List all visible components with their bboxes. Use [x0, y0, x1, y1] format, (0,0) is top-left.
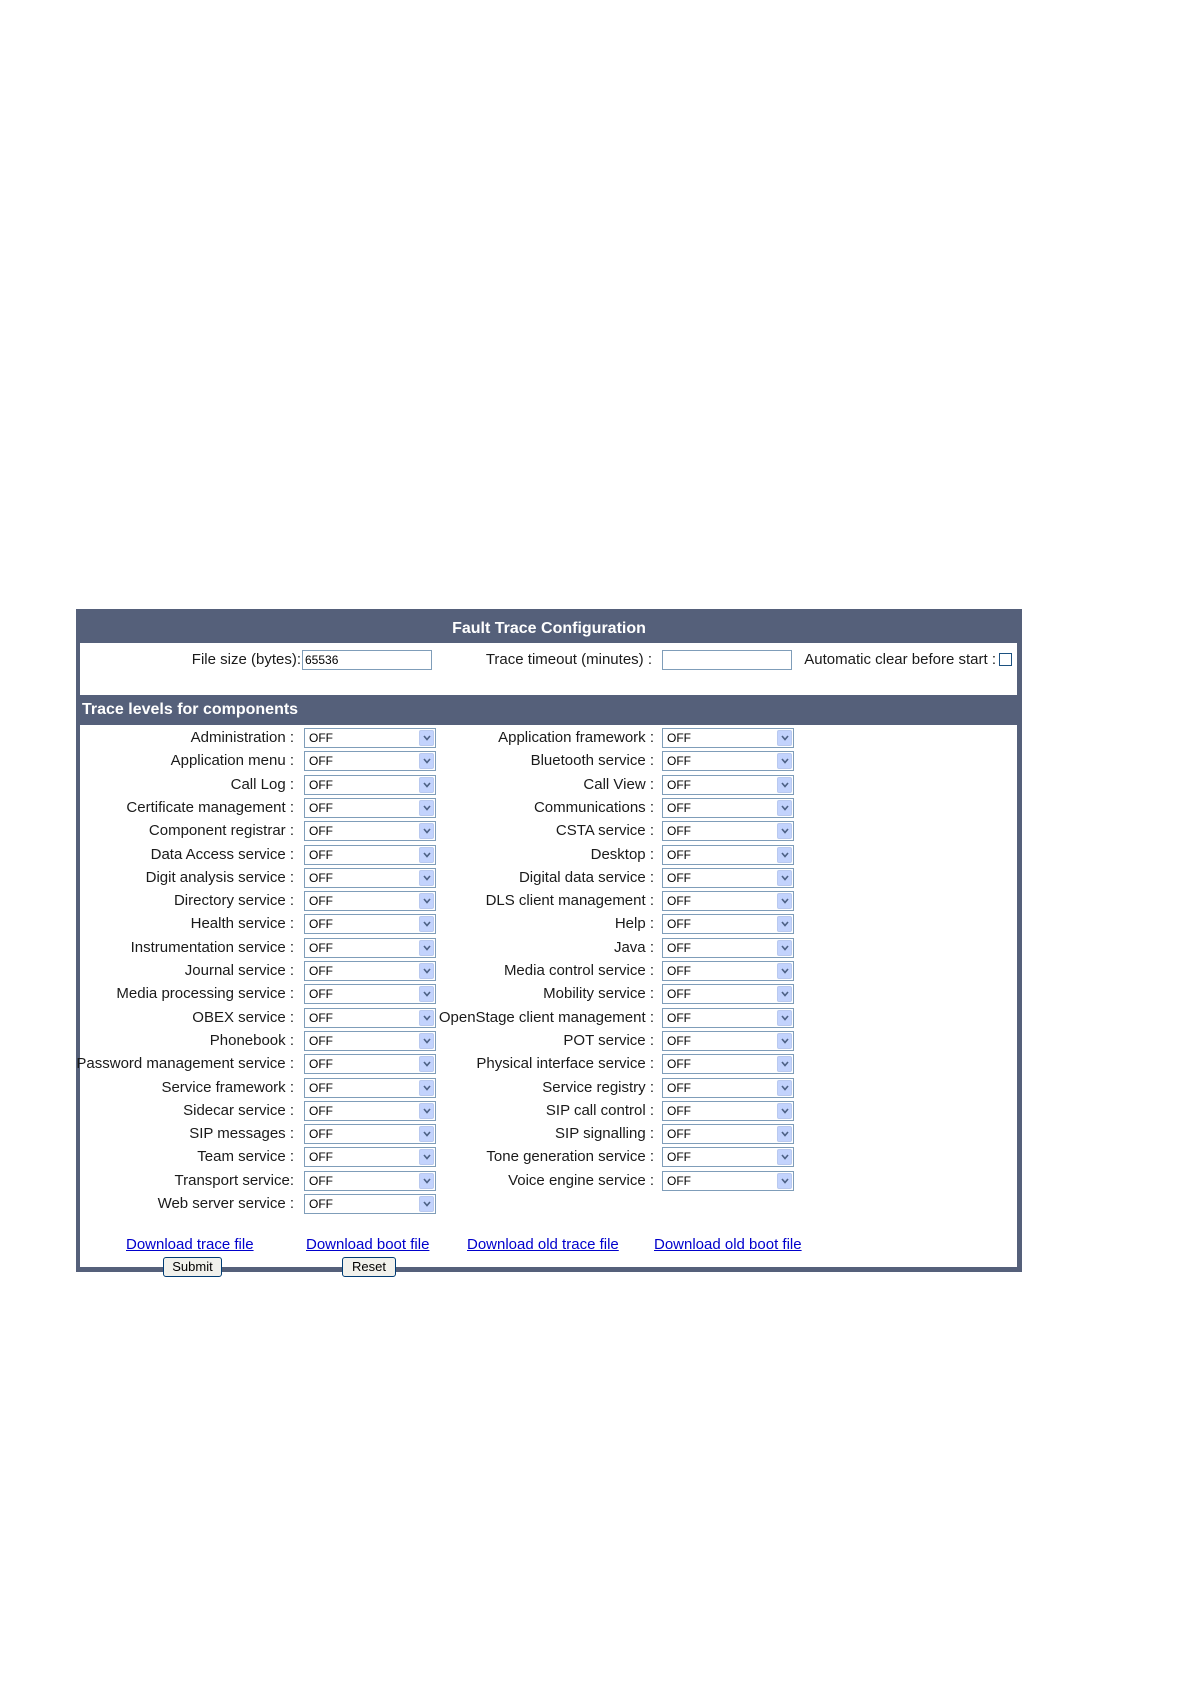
chevron-down-icon[interactable] [777, 916, 792, 932]
left-trace-level-select[interactable] [304, 1078, 436, 1098]
chevron-down-icon[interactable] [777, 1149, 792, 1165]
right-trace-level-select[interactable] [662, 1124, 794, 1144]
right-trace-level-select[interactable] [662, 938, 794, 958]
chevron-down-icon[interactable] [419, 730, 434, 746]
trace-level-value: OFF [309, 1197, 333, 1211]
left-component-label: Sidecar service : [183, 1102, 294, 1119]
right-trace-level-select[interactable] [662, 1031, 794, 1051]
trace-level-value: OFF [309, 871, 333, 885]
right-component-label: Tone generation service : [486, 1148, 654, 1165]
file-size-input[interactable] [302, 650, 432, 670]
chevron-down-icon[interactable] [419, 1196, 434, 1212]
download-old-trace-link[interactable]: Download old trace file [467, 1236, 619, 1253]
chevron-down-icon[interactable] [419, 963, 434, 979]
left-trace-level-select[interactable] [304, 798, 436, 818]
right-component-label: Physical interface service : [476, 1055, 654, 1072]
right-trace-level-select[interactable] [662, 984, 794, 1004]
trace-level-value: OFF [309, 964, 333, 978]
chevron-down-icon[interactable] [419, 893, 434, 909]
download-old-boot-link[interactable]: Download old boot file [654, 1236, 802, 1253]
trace-level-value: OFF [667, 754, 691, 768]
chevron-down-icon[interactable] [419, 753, 434, 769]
right-trace-level-select[interactable] [662, 821, 794, 841]
left-component-label: Digit analysis service : [145, 869, 294, 886]
right-component-label: Bluetooth service : [530, 752, 654, 769]
trace-level-value: OFF [667, 1034, 691, 1048]
chevron-down-icon[interactable] [777, 893, 792, 909]
left-trace-level-select[interactable] [304, 914, 436, 934]
auto-clear-checkbox[interactable] [999, 653, 1012, 666]
chevron-down-icon[interactable] [419, 940, 434, 956]
trace-level-value: OFF [667, 848, 691, 862]
trace-level-value: OFF [667, 824, 691, 838]
left-component-label: Transport service: [174, 1172, 294, 1189]
right-component-label: Communications : [533, 799, 654, 816]
chevron-down-icon[interactable] [419, 1173, 434, 1189]
chevron-down-icon[interactable] [777, 1126, 792, 1142]
left-trace-level-select[interactable] [304, 1054, 436, 1074]
chevron-down-icon[interactable] [777, 1010, 792, 1026]
chevron-down-icon[interactable] [777, 1173, 792, 1189]
trace-timeout-input[interactable] [662, 650, 792, 670]
left-component-label: Application menu : [170, 752, 294, 769]
chevron-down-icon[interactable] [777, 1103, 792, 1119]
left-trace-level-select[interactable] [304, 1171, 436, 1191]
chevron-down-icon[interactable] [777, 940, 792, 956]
trace-level-value: OFF [309, 848, 333, 862]
left-trace-level-select[interactable] [304, 845, 436, 865]
right-trace-level-select[interactable] [662, 1147, 794, 1167]
left-component-label: OBEX service : [192, 1009, 294, 1026]
chevron-down-icon[interactable] [777, 730, 792, 746]
chevron-down-icon[interactable] [419, 1010, 434, 1026]
trace-level-value: OFF [309, 754, 333, 768]
right-trace-level-select[interactable] [662, 914, 794, 934]
trace-level-value: OFF [309, 731, 333, 745]
left-component-label: Directory service : [173, 892, 294, 909]
chevron-down-icon[interactable] [777, 1056, 792, 1072]
left-trace-level-select[interactable] [304, 1147, 436, 1167]
chevron-down-icon[interactable] [419, 777, 434, 793]
trace-level-value: OFF [309, 1081, 333, 1095]
chevron-down-icon[interactable] [777, 800, 792, 816]
right-trace-level-select[interactable] [662, 1054, 794, 1074]
chevron-down-icon[interactable] [419, 1149, 434, 1165]
right-component-label: Java : [613, 939, 654, 956]
chevron-down-icon[interactable] [777, 963, 792, 979]
chevron-down-icon[interactable] [777, 823, 792, 839]
right-trace-level-select[interactable] [662, 1101, 794, 1121]
section-title: Trace levels for components [82, 701, 299, 718]
trace-level-value: OFF [309, 894, 333, 908]
trace-level-value: OFF [667, 1104, 691, 1118]
right-trace-level-select[interactable] [662, 775, 794, 795]
right-trace-level-select[interactable] [662, 1171, 794, 1191]
left-trace-level-select[interactable] [304, 1031, 436, 1051]
right-trace-level-select[interactable] [662, 1078, 794, 1098]
right-trace-level-select[interactable] [662, 798, 794, 818]
trace-level-value: OFF [667, 941, 691, 955]
right-component-label: SIP signalling : [555, 1125, 654, 1142]
chevron-down-icon[interactable] [419, 1056, 434, 1072]
trace-level-value: OFF [667, 871, 691, 885]
trace-level-value: OFF [667, 894, 691, 908]
left-component-label: Health service : [190, 915, 294, 932]
left-trace-level-select[interactable] [304, 1124, 436, 1144]
trace-level-value: OFF [309, 941, 333, 955]
chevron-down-icon[interactable] [777, 847, 792, 863]
left-trace-level-select[interactable] [304, 1101, 436, 1121]
trace-level-value: OFF [667, 1174, 691, 1188]
left-component-label: Media processing service : [116, 985, 294, 1002]
trace-level-value: OFF [667, 987, 691, 1001]
left-component-label: Component registrar : [148, 822, 294, 839]
trace-timeout-label: Trace timeout (minutes) : [485, 651, 652, 668]
trace-level-value: OFF [667, 731, 691, 745]
trace-level-value: OFF [309, 1127, 333, 1141]
trace-level-value: OFF [309, 1104, 333, 1118]
trace-level-value: OFF [667, 1011, 691, 1025]
chevron-down-icon[interactable] [419, 1103, 434, 1119]
right-component-label: Application framework : [498, 729, 654, 746]
chevron-down-icon[interactable] [777, 753, 792, 769]
right-trace-level-select[interactable] [662, 1008, 794, 1028]
right-component-label: SIP call control : [545, 1102, 654, 1119]
file-size-label: File size (bytes): [191, 651, 301, 668]
download-boot-link[interactable]: Download boot file [306, 1236, 430, 1253]
chevron-down-icon[interactable] [419, 1126, 434, 1142]
trace-level-value: OFF [309, 1150, 333, 1164]
left-trace-level-select[interactable] [304, 984, 436, 1004]
components-area [76, 725, 1017, 1274]
trace-level-value: OFF [667, 1057, 691, 1071]
trace-level-value: OFF [309, 987, 333, 1001]
chevron-down-icon[interactable] [419, 1033, 434, 1049]
right-trace-level-select[interactable] [662, 751, 794, 771]
left-component-label: Call Log : [230, 776, 294, 793]
chevron-down-icon[interactable] [419, 823, 434, 839]
right-trace-level-select[interactable] [662, 845, 794, 865]
trace-level-value: OFF [667, 801, 691, 815]
trace-level-value: OFF [309, 1011, 333, 1025]
left-component-label: SIP messages : [189, 1125, 294, 1142]
left-trace-level-select[interactable] [304, 938, 436, 958]
left-trace-level-select[interactable] [304, 751, 436, 771]
right-trace-level-select[interactable] [662, 961, 794, 981]
left-component-label: Team service : [197, 1148, 294, 1165]
chevron-down-icon[interactable] [777, 777, 792, 793]
left-component-label: Phonebook : [209, 1032, 294, 1049]
left-trace-level-select[interactable] [304, 775, 436, 795]
left-component-label: Instrumentation service : [130, 939, 294, 956]
trace-level-value: OFF [309, 824, 333, 838]
submit-button[interactable]: Submit [163, 1257, 222, 1277]
right-component-label: Call View : [583, 776, 654, 793]
left-component-label: Password management service : [76, 1055, 294, 1072]
chevron-down-icon[interactable] [777, 1033, 792, 1049]
trace-level-value: OFF [667, 917, 691, 931]
panel-title: Fault Trace Configuration [452, 620, 646, 637]
trace-level-value: OFF [309, 1174, 333, 1188]
right-trace-level-select[interactable] [662, 891, 794, 911]
right-component-label: Desktop : [590, 846, 654, 863]
trace-level-value: OFF [309, 1034, 333, 1048]
reset-button[interactable]: Reset [342, 1257, 396, 1277]
left-trace-level-select[interactable] [304, 728, 436, 748]
trace-level-value: OFF [667, 1081, 691, 1095]
auto-clear-label: Automatic clear before start : [804, 651, 996, 668]
right-component-label: Help : [614, 915, 654, 932]
left-trace-level-select[interactable] [304, 821, 436, 841]
download-trace-link[interactable]: Download trace file [126, 1236, 254, 1253]
chevron-down-icon[interactable] [419, 870, 434, 886]
right-component-label: Media control service : [503, 962, 654, 979]
trace-level-value: OFF [667, 964, 691, 978]
chevron-down-icon[interactable] [419, 1080, 434, 1096]
right-trace-level-select[interactable] [662, 868, 794, 888]
trace-level-value: OFF [309, 801, 333, 815]
chevron-down-icon[interactable] [419, 800, 434, 816]
right-component-label: CSTA service : [555, 822, 654, 839]
top-settings-area [80, 643, 1017, 695]
chevron-down-icon[interactable] [419, 986, 434, 1002]
left-trace-level-select[interactable] [304, 868, 436, 888]
right-component-label: OpenStage client management : [438, 1009, 654, 1026]
trace-level-value: OFF [309, 778, 333, 792]
right-component-label: DLS client management : [485, 892, 654, 909]
trace-level-value: OFF [667, 778, 691, 792]
trace-level-value: OFF [667, 1150, 691, 1164]
left-trace-level-select[interactable] [304, 1008, 436, 1028]
left-component-label: Service framework : [161, 1079, 294, 1096]
right-trace-level-select[interactable] [662, 728, 794, 748]
right-component-label: Voice engine service : [508, 1172, 654, 1189]
trace-level-value: OFF [309, 917, 333, 931]
left-component-label: Web server service : [157, 1195, 294, 1212]
right-component-label: Digital data service : [518, 869, 654, 886]
fault-trace-panel [76, 609, 1022, 1272]
left-trace-level-select[interactable] [304, 891, 436, 911]
left-trace-level-select[interactable] [304, 1194, 436, 1214]
trace-level-value: OFF [667, 1127, 691, 1141]
right-component-label: Service registry : [542, 1079, 654, 1096]
chevron-down-icon[interactable] [419, 916, 434, 932]
right-component-label: Mobility service : [543, 985, 654, 1002]
left-component-label: Journal service : [184, 962, 294, 979]
left-component-label: Certificate management : [126, 799, 294, 816]
right-component-label: POT service : [563, 1032, 654, 1049]
trace-level-value: OFF [309, 1057, 333, 1071]
chevron-down-icon[interactable] [777, 1080, 792, 1096]
chevron-down-icon[interactable] [777, 870, 792, 886]
chevron-down-icon[interactable] [419, 847, 434, 863]
left-trace-level-select[interactable] [304, 961, 436, 981]
left-component-label: Data Access service : [150, 846, 294, 863]
left-component-label: Administration : [190, 729, 294, 746]
chevron-down-icon[interactable] [777, 986, 792, 1002]
